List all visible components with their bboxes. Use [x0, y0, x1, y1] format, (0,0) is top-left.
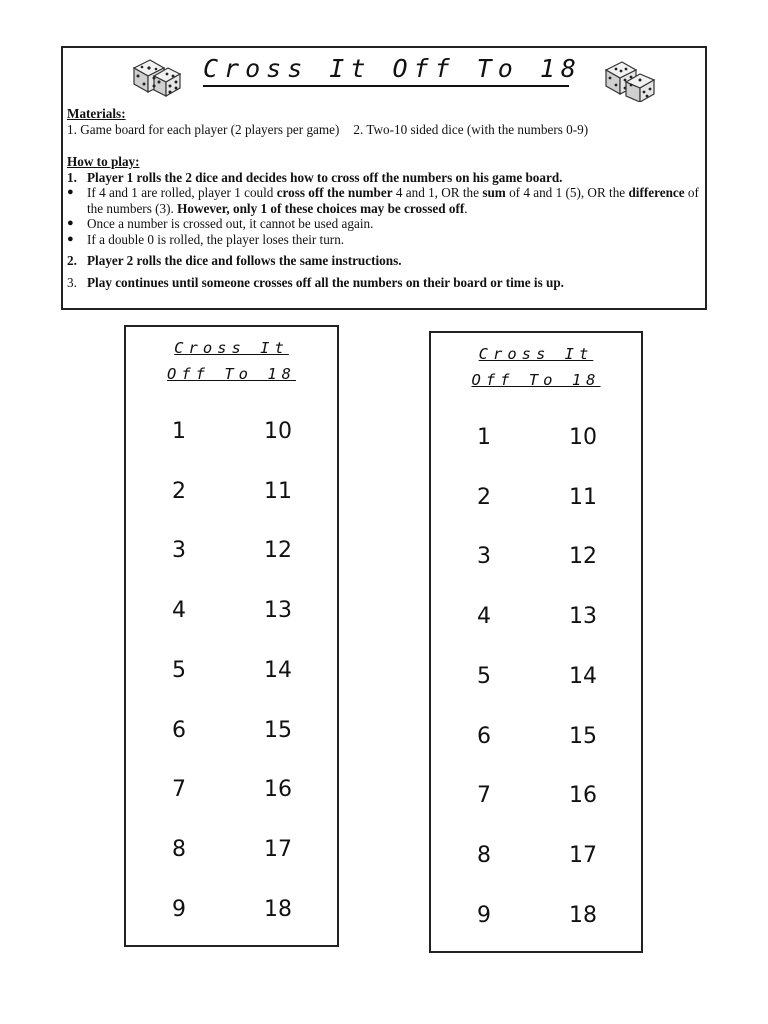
board-row	[126, 658, 337, 688]
board-row	[431, 724, 641, 754]
rule-bullet: ● If a double 0 is rolled, the player loses their turn.	[67, 231, 345, 247]
board-number[interactable]: 9	[172, 896, 186, 922]
board-row	[126, 837, 337, 867]
board-number[interactable]: 8	[172, 836, 186, 862]
board-number[interactable]: 7	[172, 777, 186, 803]
board-row	[126, 479, 337, 509]
board-row	[431, 903, 641, 933]
board-number[interactable]: 12	[569, 544, 597, 570]
board-number[interactable]: 16	[264, 777, 292, 803]
board-row	[431, 843, 641, 873]
board-row	[431, 544, 641, 574]
board-row	[126, 538, 337, 568]
board-row	[431, 664, 641, 694]
board-number[interactable]: 18	[569, 902, 597, 928]
board-number[interactable]: 7	[477, 783, 491, 809]
how-to-play-section	[67, 154, 707, 290]
board-row	[126, 598, 337, 628]
page-title: Cross It Off To 18	[203, 54, 569, 87]
board-number[interactable]: 8	[477, 842, 491, 868]
board-number[interactable]: 17	[569, 842, 597, 868]
board-number[interactable]: 18	[264, 896, 292, 922]
board-row	[126, 419, 337, 449]
materials-item: 2. Two-10 sided dice (with the numbers 0-9)	[353, 122, 589, 137]
board-number[interactable]: 4	[477, 604, 491, 630]
rule-step: 1. Player 1 rolls the 2 dice and decides how to cross off the numbers on his game board.	[67, 169, 563, 185]
materials-list	[67, 122, 707, 138]
dice-icon	[604, 58, 656, 102]
dice-icon	[130, 54, 182, 98]
board-row	[126, 718, 337, 748]
how-to-play-heading: How to play:	[67, 154, 140, 169]
board-number[interactable]: 6	[477, 723, 491, 749]
board-number[interactable]: 12	[264, 538, 292, 564]
materials-item: 1. Game board for each player (2 players per game)	[67, 122, 340, 137]
board-number[interactable]: 9	[477, 902, 491, 928]
board-row	[431, 425, 641, 455]
instructions-box	[61, 46, 707, 310]
board-number[interactable]: 3	[477, 544, 491, 570]
game-board-player-2	[429, 331, 643, 953]
rule-bullet-text: If 4 and 1 are rolled, player 1 could cross off the number 4 and 1, OR the sum of 4 and 1 (5), OR the difference of the numbers (3). However, only 1 of these choices may be crossed off.	[87, 185, 699, 216]
board-number[interactable]: 13	[569, 604, 597, 630]
board-row	[126, 897, 337, 927]
board-title: Cross It Off To 18	[471, 345, 601, 389]
rule-bullet: ● If 4 and 1 are rolled, player 1 could cross off the number 4 and 1, OR the sum of 4 and 1 (5), OR the difference of the numbers (3). However, only 1 of these choices may be crossed off.	[67, 185, 707, 216]
board-row	[431, 604, 641, 634]
board-number[interactable]: 3	[172, 538, 186, 564]
board-number[interactable]: 6	[172, 717, 186, 743]
rule-step: 3. Play continues until someone crosses off all the numbers on their board or time is up.	[67, 274, 564, 290]
board-number[interactable]: 2	[477, 484, 491, 510]
board-number[interactable]: 15	[569, 723, 597, 749]
board-number[interactable]: 2	[172, 478, 186, 504]
board-number[interactable]: 14	[569, 663, 597, 689]
board-number[interactable]: 10	[264, 419, 292, 444]
board-number[interactable]: 13	[264, 598, 292, 624]
board-number[interactable]: 1	[172, 419, 186, 444]
materials-section	[67, 106, 707, 138]
board-title: Cross It Off To 18	[167, 339, 296, 383]
game-board-player-1	[124, 325, 339, 947]
board-number[interactable]: 5	[477, 663, 491, 689]
board-row	[431, 485, 641, 515]
board-row	[126, 777, 337, 807]
rule-step: 2. Player 2 rolls the dice and follows the same instructions.	[67, 253, 402, 268]
board-number[interactable]: 11	[569, 484, 597, 510]
board-number[interactable]: 5	[172, 657, 186, 683]
board-number[interactable]: 15	[264, 717, 292, 743]
board-number[interactable]: 14	[264, 657, 292, 683]
board-number[interactable]: 17	[264, 836, 292, 862]
board-number[interactable]: 16	[569, 783, 597, 809]
rule-bullet: ● Once a number is crossed out, it cannot be used again.	[67, 216, 374, 231]
materials-heading: Materials:	[67, 106, 126, 121]
board-number[interactable]: 11	[264, 478, 292, 504]
board-number[interactable]: 1	[477, 425, 491, 450]
board-number[interactable]: 10	[569, 425, 597, 450]
board-row	[431, 783, 641, 813]
board-number[interactable]: 4	[172, 598, 186, 624]
